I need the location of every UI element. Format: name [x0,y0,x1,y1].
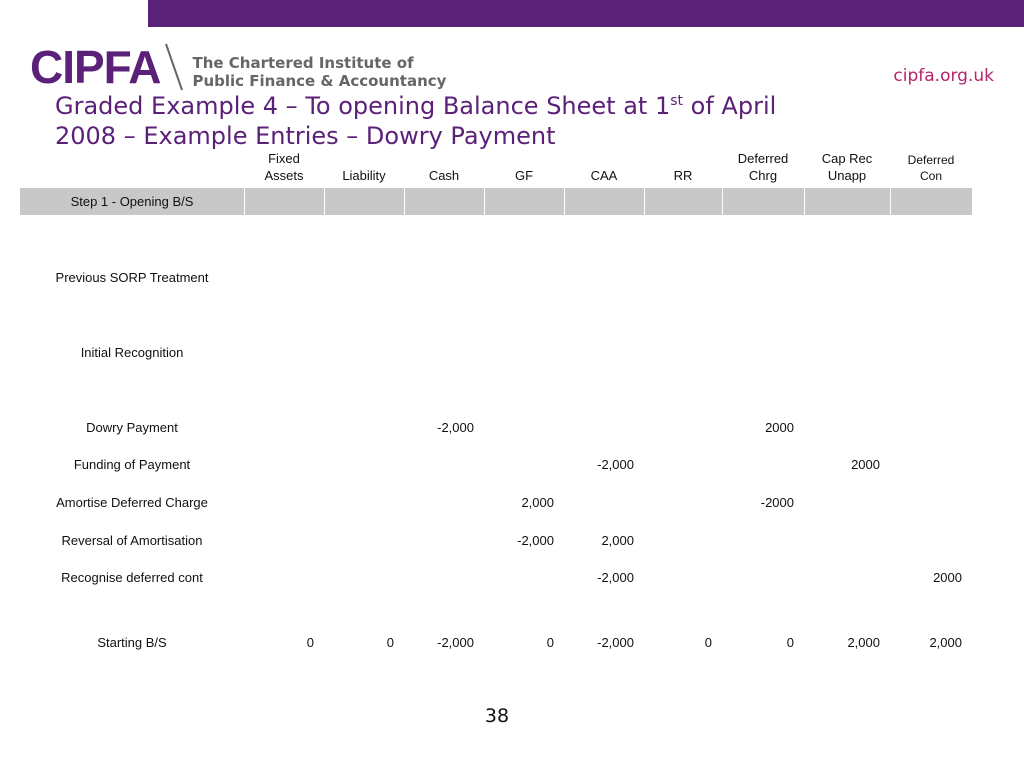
column-header-line1 [644,150,722,167]
cell-rr: 0 [704,635,712,650]
step-band-cell [404,188,485,215]
column-header-line2: Chrg [748,168,778,183]
logo-wordmark: CIPFA [30,41,161,93]
column-header-cash [404,150,484,184]
cell-deferred-con: 2,000 [929,635,962,650]
cell-caa: 2,000 [601,533,634,548]
cell-fixed-assets: 0 [306,635,314,650]
cell-gf: -2,000 [517,533,554,548]
cell-cap-rec-unapp: 2,000 [847,635,880,650]
column-header-deferred-con [890,152,972,184]
step-band-cell [564,188,645,215]
cell-caa: -2,000 [597,570,634,585]
title-part1: Graded Example 4 – To opening Balance Sheet at 1 [55,92,671,120]
row-label: Initial Recognition [80,345,184,360]
cell-caa: -2,000 [597,635,634,650]
title-part2: of April [683,92,777,120]
column-header-line2: Assets [264,168,304,183]
logo-tagline-line2: Public Finance & Accountancy [192,72,447,90]
row-label: Reversal of Amortisation [61,533,203,548]
cell-deferred-chrg: 2000 [765,420,794,435]
column-header-line2: Cash [428,168,460,183]
step-band-cell [244,188,325,215]
column-header-gf [484,150,564,184]
column-header-line2: CAA [590,168,618,183]
column-header-line1: Deferred [907,153,955,167]
cell-cash: -2,000 [437,635,474,650]
row-label: Dowry Payment [86,420,178,435]
cell-cash: -2,000 [437,420,474,435]
row-label: Previous SORP Treatment [55,270,209,285]
logo-tagline-line1: The Chartered Institute of [192,54,414,72]
cell-liability: 0 [386,635,394,650]
cell-deferred-chrg: 0 [786,635,794,650]
column-header-line1: Deferred [737,151,789,166]
column-header-line2: Con [919,169,942,183]
column-header-rr [644,150,722,184]
step-band-cell [644,188,723,215]
row-label: Amortise Deferred Charge [56,495,208,510]
column-header-line2: Liability [342,168,386,183]
column-header-line1 [564,150,644,167]
step-band-cell [890,188,973,215]
title-sup: st [670,93,684,109]
column-header-line2: GF [514,168,534,183]
step-band-cell [804,188,891,215]
column-header-caa [564,150,644,184]
column-header-line1 [404,150,484,167]
step-label: Step 1 - Opening B/S [70,194,194,209]
row-label: Recognise deferred cont [61,570,203,585]
column-header-line1: Cap Rec [821,151,873,166]
cell-caa: -2,000 [597,457,634,472]
step-band-cell [484,188,565,215]
column-header-deferred-chrg [722,150,804,184]
logo-slash-icon [162,42,186,92]
column-header-line1 [484,150,564,167]
site-url: cipfa.org.uk [893,66,994,86]
column-header-line1 [324,150,404,167]
slide-title-line2: 2008 – Example Entries – Dowry Payment [55,122,556,150]
column-header-fixed-assets [244,150,324,184]
step-band-cell [722,188,805,215]
slide-title [55,91,955,151]
step-band-cell [324,188,405,215]
column-header-liability [324,150,404,184]
cell-cap-rec-unapp: 2000 [851,457,880,472]
column-header-line2: Unapp [827,168,867,183]
slide-title-line1 [55,91,955,121]
cell-deferred-con: 2000 [933,570,962,585]
row-label: Starting B/S [97,635,167,650]
cell-gf: 0 [546,635,554,650]
column-header-line2: RR [673,168,693,183]
logo-tagline [192,54,446,90]
page-number: 38 [484,705,510,727]
cipfa-logo [30,42,446,92]
column-header-cap-rec-unapp [804,150,890,184]
row-label: Funding of Payment [73,457,191,472]
cell-gf: 2,000 [521,495,554,510]
top-purple-band [148,0,1024,27]
cell-deferred-chrg: -2000 [760,495,794,510]
column-header-line1: Fixed [268,151,300,166]
